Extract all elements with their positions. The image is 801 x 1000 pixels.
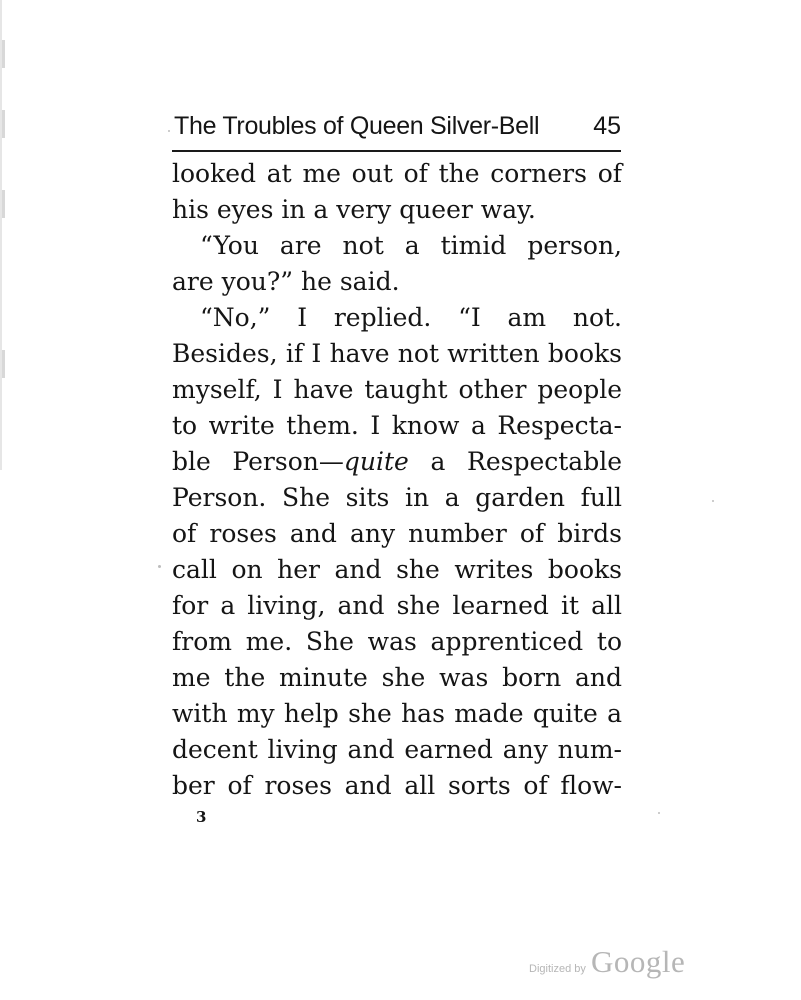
text-segment: ble Person— bbox=[172, 447, 344, 476]
signature-mark: 3 bbox=[196, 808, 207, 826]
binding-mark bbox=[2, 110, 5, 138]
binding-mark bbox=[2, 40, 5, 68]
text-line: to write them. I know a Respecta- bbox=[172, 411, 622, 440]
text-line: looked at me out of the corners of bbox=[172, 159, 622, 188]
text-line: “You are not a timid person, bbox=[200, 231, 622, 260]
text-line: decent living and earned any num- bbox=[172, 735, 622, 764]
text-line: Person. She sits in a garden full bbox=[172, 483, 622, 512]
paper-speck bbox=[168, 130, 170, 132]
page-number: 45 bbox=[593, 112, 621, 140]
binding-edge bbox=[0, 0, 8, 470]
body-text bbox=[172, 156, 622, 804]
paper-speck bbox=[158, 565, 161, 568]
text-line: are you?” he said. bbox=[172, 267, 400, 296]
text-line: with my help she has made quite a bbox=[172, 699, 622, 728]
digitized-watermark bbox=[529, 944, 685, 980]
text-line: of roses and any number of birds bbox=[172, 519, 622, 548]
binding-mark bbox=[2, 350, 5, 378]
watermark-brand: Google bbox=[590, 944, 686, 979]
text-line: “No,” I replied. “I am not. bbox=[200, 303, 622, 332]
running-header bbox=[172, 110, 621, 152]
paper-speck bbox=[658, 812, 660, 814]
text-line: Besides, if I have not written books bbox=[172, 339, 622, 368]
text-line: ber of roses and all sorts of flow- bbox=[172, 771, 622, 800]
emphasis-word: quite bbox=[343, 447, 409, 476]
text-line: for a living, and she learned it all bbox=[172, 591, 622, 620]
text-line: call on her and she writes books bbox=[172, 555, 622, 584]
binding-mark bbox=[2, 190, 5, 218]
paper-speck bbox=[712, 500, 714, 502]
text-line bbox=[172, 444, 622, 480]
text-line: me the minute she was born and bbox=[172, 663, 622, 692]
text-line: his eyes in a very queer way. bbox=[172, 195, 536, 224]
running-title: The Troubles of Queen Silver-Bell bbox=[174, 112, 540, 140]
text-segment: a Respectable bbox=[430, 447, 622, 476]
watermark-prefix: Digitized by bbox=[529, 963, 586, 975]
text-line: from me. She was apprenticed to bbox=[172, 627, 622, 656]
text-line: myself, I have taught other people bbox=[172, 375, 622, 404]
